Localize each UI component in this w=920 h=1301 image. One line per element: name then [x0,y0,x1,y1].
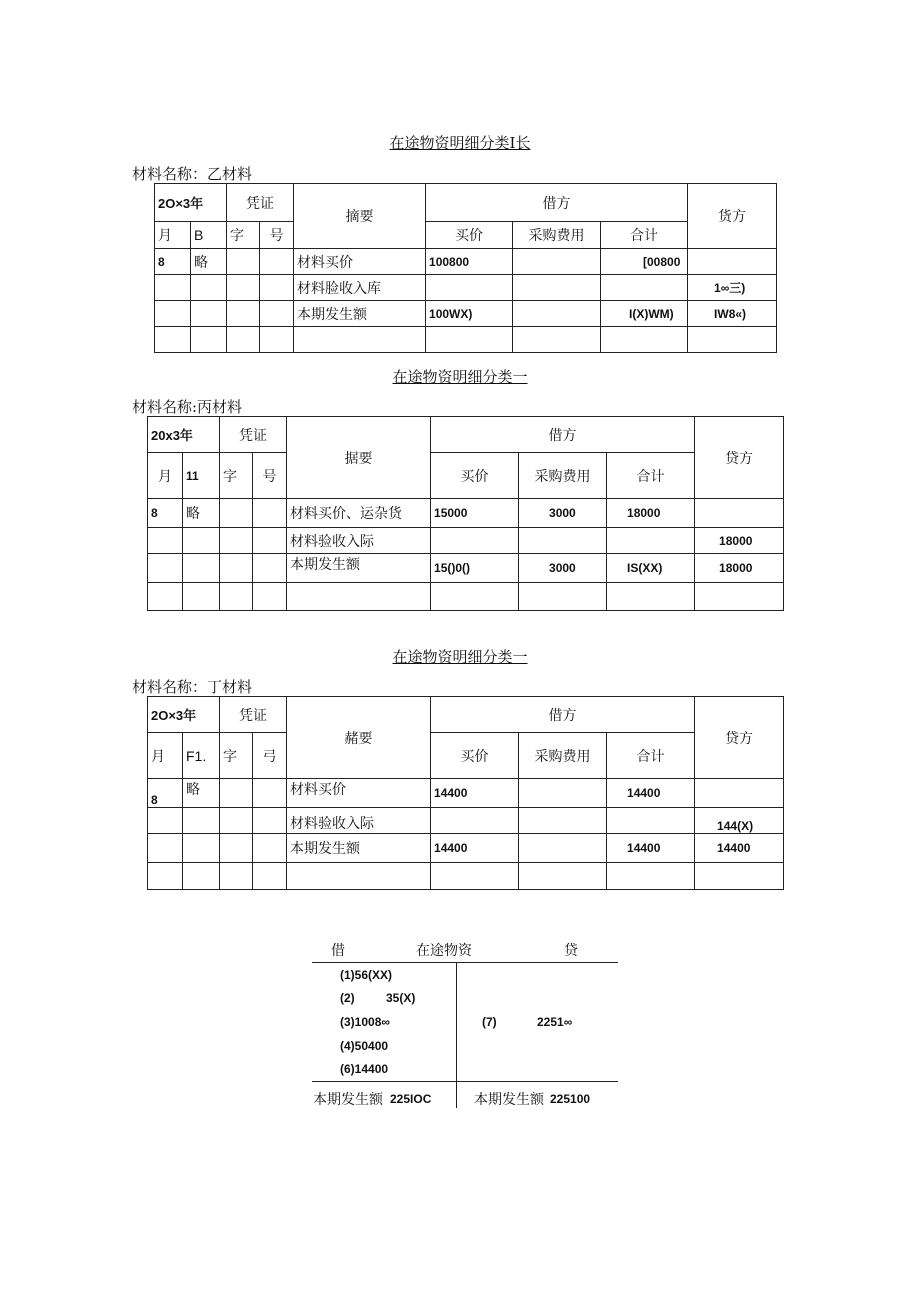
row-summary: 本期发生额 [294,301,426,327]
credit-header: 贷方 [695,697,784,779]
row-price: 14400 [431,779,519,808]
row-total: 14400 [607,834,695,863]
ledger-2-material-name: 材料名称:丙材料 [132,398,243,416]
debit-entry: (1)56(XX) [340,968,393,982]
month-header: 月 [148,453,183,499]
row-summary: 材料买价、运杂货 [287,499,431,528]
hao-header: 弓 [253,733,287,779]
total-header: 合计 [607,453,695,499]
debit-entry: (6)14400 [340,1062,389,1076]
row-month: 8 [148,779,183,808]
price-header: 买价 [431,733,519,779]
row-credit: 18000 [695,554,784,583]
debit-total-label: 本期发生额 [313,1092,383,1108]
row-month: 8 [155,249,191,275]
day-header: F1. [183,733,220,779]
cost-header: 采购费用 [513,222,601,249]
total-header: 合计 [607,733,695,779]
row-day: 略 [183,779,220,808]
ledger-2-title: 在途物资明细分类一 [392,368,528,386]
t-account-center-rule [456,962,457,1108]
cost-header: 采购费用 [519,453,607,499]
row-credit: 144(X) [695,808,784,834]
credit-header: 贷方 [695,417,784,499]
ledger-3-material-name: 材料名称：丁材料 [132,678,253,696]
t-account-bottom-rule [312,1081,618,1082]
row-total: I(X)WM) [601,301,688,327]
debit-header: 借方 [431,697,695,733]
row-total: 18000 [607,499,695,528]
row-total: 14400 [607,779,695,808]
debit-entry: 35(X) [386,991,416,1005]
row-summary: 材料脸收入库 [294,275,426,301]
row-summary: 材料买价 [294,249,426,275]
row-summary: 材料验收入际 [287,528,431,554]
row-total: [00800 [601,249,688,275]
summary-header: 摘要 [294,184,426,249]
year-header: 20x3年 [148,417,220,453]
debit-header: 借方 [426,184,688,222]
row-cost: 3000 [519,554,607,583]
row-credit: 1∞三) [688,275,777,301]
zi-header: 字 [220,453,253,499]
row-price: 14400 [431,834,519,863]
row-cost: 3000 [519,499,607,528]
row-day: 略 [191,249,227,275]
row-month: 8 [148,499,183,528]
t-account-title: 在途物资 [416,943,472,959]
zi-header: 字 [220,733,253,779]
month-header: 月 [155,222,191,249]
row-total: IS(XX) [607,554,695,583]
ledger-1-title: 在途物资明细分类Ⅰ长 [389,134,531,152]
t-account-top-rule [312,962,618,963]
credit-total-value: 225100 [550,1092,591,1106]
t-account-debit-label: 借 [331,943,345,959]
price-header: 买价 [431,453,519,499]
day-header: B [191,222,227,249]
zi-header: 字 [227,222,260,249]
debit-total-value: 225IOC [390,1092,432,1106]
row-summary: 本期发生额 [287,554,431,583]
price-header: 买价 [426,222,513,249]
year-header: 2O×3年 [155,184,227,222]
debit-entry: (4)50400 [340,1039,389,1053]
row-summary: 本期发生额 [287,834,431,863]
voucher-header: 凭证 [220,417,287,453]
year-header: 2O×3年 [148,697,220,733]
credit-total-label: 本期发生额 [474,1092,544,1108]
day-header: 11 [183,453,220,499]
row-credit: 14400 [695,834,784,863]
voucher-header: 凭证 [227,184,294,222]
month-header: 月 [148,733,183,779]
hao-header: 号 [260,222,294,249]
cost-header: 采购费用 [519,733,607,779]
debit-entry: (3)1008∞ [340,1015,390,1029]
credit-entry-value: 2251∞ [537,1015,573,1029]
ledger-1-material-name: 材料名称：乙材料 [132,165,253,183]
row-credit: 18000 [695,528,784,554]
row-summary: 材料买价 [287,779,431,808]
summary-header: 赭要 [287,697,431,779]
t-account-credit-label: 贷 [564,943,578,959]
row-price: 15000 [431,499,519,528]
credit-header: 货方 [688,184,777,249]
row-price: 100WX) [426,301,513,327]
row-price: 100800 [426,249,513,275]
credit-entry-label: (7) [482,1015,497,1029]
ledger-3-title: 在途物资明细分类一 [392,648,528,666]
voucher-header: 凭证 [220,697,287,733]
hao-header: 号 [253,453,287,499]
total-header: 合计 [601,222,688,249]
row-day: 略 [183,499,220,528]
row-summary: 材料验收入际 [287,808,431,834]
debit-entry: (2) [340,991,355,1005]
row-credit: IW8«) [688,301,777,327]
row-price: 15()0() [431,554,519,583]
summary-header: 据要 [287,417,431,499]
debit-header: 借方 [431,417,695,453]
